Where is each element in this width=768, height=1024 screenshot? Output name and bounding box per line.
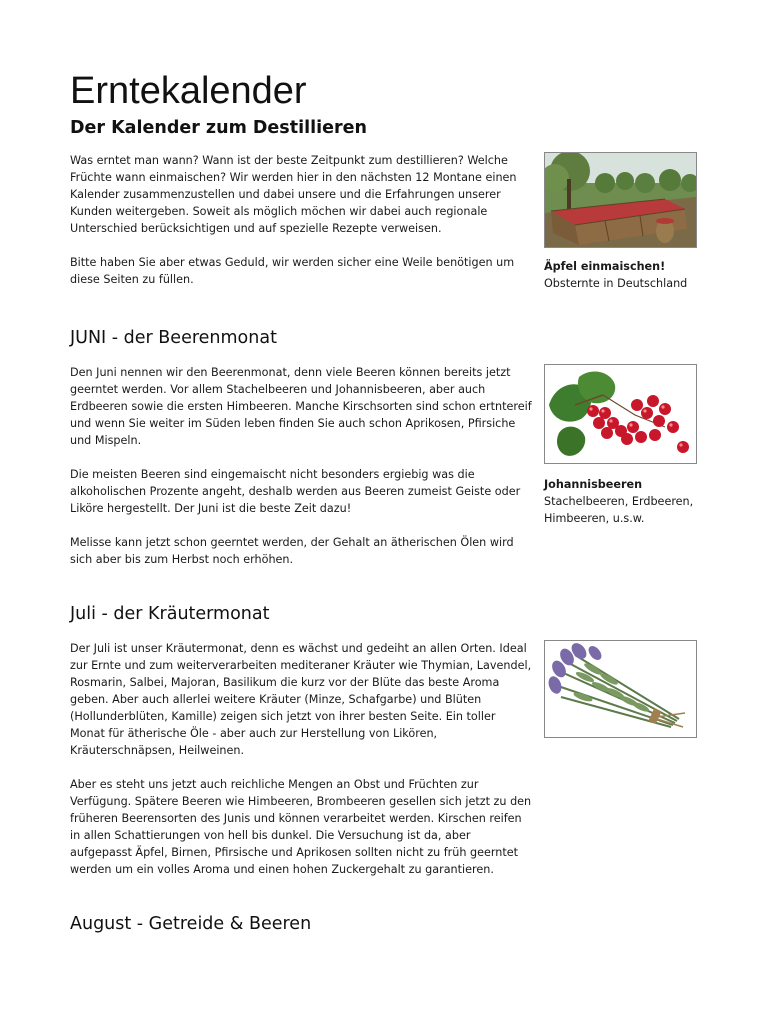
- intro-caption-text: Obsternte in Deutschland: [544, 277, 688, 290]
- section-heading-juli: Juli - der Kräutermonat: [70, 604, 270, 624]
- page-subtitle: Der Kalender zum Destillieren: [70, 118, 367, 138]
- intro-section: [70, 152, 700, 292]
- juni-caption-title: Johannisbeeren: [544, 478, 643, 491]
- apple-orchard-photo: [544, 152, 697, 248]
- intro-figure: [544, 152, 700, 292]
- juni-paragraph-1: Den Juni nennen wir den Beerenmonat, denn viele Beeren können bereits jetzt geerntet werden. Vor allem Stachelbeeren und Johannisbeeren, aber auch Erdbeeren sowie die ersten Himbeeren. Manche Kirschsorten sind schon ertntereif und wenn Sie weiter im Süden leben finden Sie auch schon Aprikosen, Pfirsiche und Mispeln.: [70, 366, 532, 447]
- herb-bundle-photo: [544, 640, 697, 738]
- juni-section: [70, 364, 700, 568]
- page-title: Erntekalender: [70, 70, 307, 112]
- intro-paragraph-1: Was erntet man wann? Wann ist der beste Zeitpunkt zum destillieren? Welche Früchte wann einmaischen? Wir werden hier in den nächsten 12 Montane einen Kalender zusammenzustellen und dabei unsere und die Erfahrungen unserer Kunden weitergeben. Soweit als möglich möchen wir dabei auch regionale Unterschied berücksichtigen und auf spezielle Rezepte verweisen.: [70, 154, 517, 235]
- document-page: [70, 68, 700, 936]
- juli-section: [70, 640, 700, 878]
- intro-caption: [544, 258, 700, 292]
- juli-paragraph-2: Aber es steht uns jetzt auch reichliche Mengen an Obst und Früchten zur Verfügung. Spätere Beeren wie Himbeeren, Brombeeren gesellen sich jetzt zu den früheren Beerensorten des Junis und können verarbeitet werden. Kirschen reifen in allen Schattierungen von hell bis dunkel. Die Versuchung ist da, aber aufgepasst Äpfel, Birnen, Pfirsische und Aprikosen sollten nicht zu früh geerntet werden um ein volles Aroma und einen hohen Zuckergehalt zu garantieren.: [70, 778, 532, 876]
- intro-caption-title: Äpfel einmaischen!: [544, 260, 666, 273]
- herb-bundle-illustration: [545, 641, 696, 737]
- juni-paragraph-2: Die meisten Beeren sind eingemaischt nicht besonders ergiebig was die alkoholischen Prozente angeht, deshalb werden aus Beeren zumeist Geiste oder Liköre hergestellt. Der Juni ist die beste Zeit dazu!: [70, 468, 521, 515]
- juni-caption-text: Stachelbeeren, Erdbeeren, Himbeeren, u.s.w.: [544, 495, 694, 525]
- juli-figure: [544, 640, 700, 738]
- juni-caption: [544, 476, 700, 527]
- apple-orchard-illustration: [545, 153, 696, 247]
- juli-text: [70, 640, 533, 878]
- juli-paragraph-1: Der Juli ist unser Kräutermonat, denn es wächst und gedeiht an allen Orten. Ideal zur Ernte und zum weiterverarbeiten mediteraner Kräuter wie Thymian, Lavendel, Rosmarin, Salbei, Majoran, Basilikum die kurz vor der Blüte das beste Aroma geben. Aber auch allerlei weitere Kräuter (Minze, Schafgarbe) und Blüten (Hollunderblüten, Kamille) zeigen sich jetzt von ihrer besten Seite. Ein toller Monat für ätherische Öle - aber auch zur Herstellung von Likören, Kräuterschnäpsen, Heilweinen.: [70, 642, 532, 757]
- intro-paragraph-2: Bitte haben Sie aber etwas Geduld, wir werden sicher eine Weile benötigen um diese Seiten zu füllen.: [70, 256, 515, 286]
- juni-figure: [544, 364, 700, 527]
- section-heading-juni: JUNI - der Beerenmonat: [70, 328, 277, 348]
- redcurrant-illustration: [545, 365, 696, 463]
- juni-text: [70, 364, 533, 568]
- juni-paragraph-3: Melisse kann jetzt schon geerntet werden, der Gehalt an ätherischen Ölen wird sich aber bis zum Herbst noch erhöhen.: [70, 536, 514, 566]
- section-heading-august: August - Getreide & Beeren: [70, 914, 312, 934]
- intro-text: [70, 152, 533, 288]
- redcurrant-photo: [544, 364, 697, 464]
